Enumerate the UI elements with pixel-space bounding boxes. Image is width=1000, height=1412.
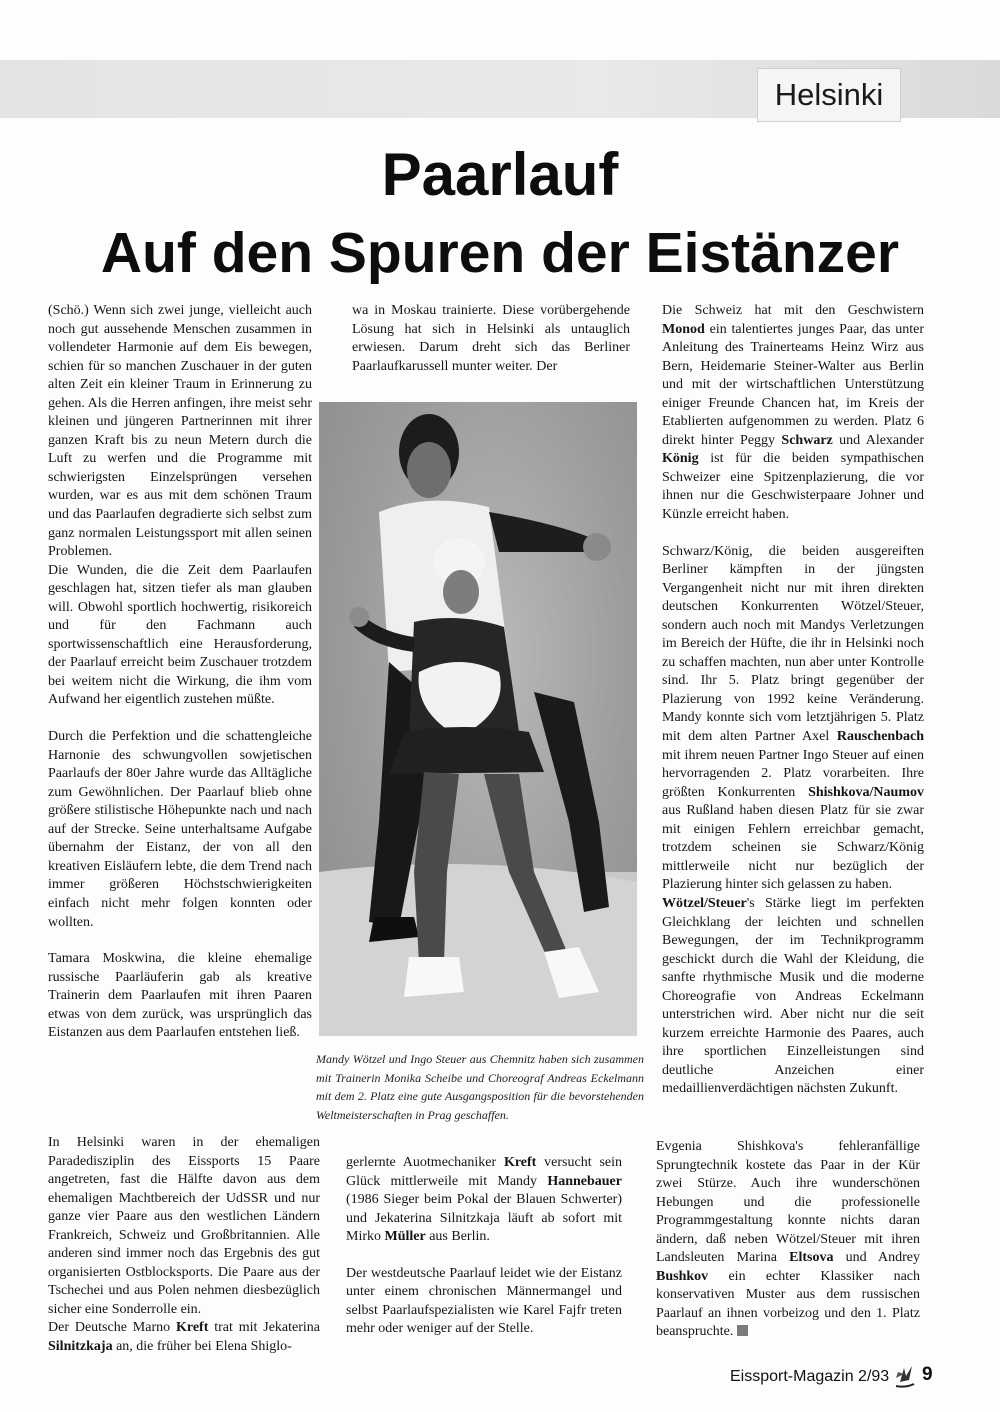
paragraph <box>662 895 924 1099</box>
name-bold: Wötzel/Steuer <box>662 895 747 911</box>
name-bold: Silnitzkaja <box>48 1339 113 1355</box>
text-run: (1986 Sieger beim Pokal der Blauen Schwerter) und Jekaterina Silnitzkaja läuft ab sofort mit Mirko <box>346 1192 622 1245</box>
name-bold: Rauschenbach <box>836 729 924 745</box>
name-bold: Müller <box>384 1229 426 1245</box>
paragraph <box>346 1154 622 1247</box>
magazine-issue: Eissport-Magazin 2/93 <box>730 1368 890 1385</box>
right-column <box>662 302 924 1117</box>
name-bold: Eltsova <box>789 1250 834 1266</box>
name-bold: Kreft <box>503 1155 537 1170</box>
article-photo <box>319 402 637 1036</box>
paragraph: (Schö.) Wenn sich zwei junge, vielleicht auch noch gut aussehende Menschen zusammen in vollendeter Harmonie auf dem Eis bewegen, schien für so manchen Zuschauer in der guten alten Zeit ein kleiner Traum in Erinnerung zu gehen. Als die Herren anfingen, ihre meist sehr kleinen und jüngeren Partnerinnen mit ihrer ganzen Kraft bis zu neun Metern durch die Luft zu werfen und die Programme mit schwierigsten Einzelsprüngen versehen wurden, war es aus mit dem schönen Traum und das Paarlaufen degradierte sich selbst zum ganz normalen Leistungssport mit allen seinen Problemen. <box>48 303 312 560</box>
middle-column-bottom <box>346 1154 622 1357</box>
paragraph <box>48 1319 320 1356</box>
left-column-bottom <box>48 1134 320 1357</box>
end-of-article-mark <box>737 1325 748 1336</box>
paragraph: In Helsinki waren in der ehemaligen Paradedisziplin des Eissports 15 Paare angetreten, fast die Hälfte davon aus dem ehemaligen Machtbereich der UdSSR und nur ganze vier Paare aus den westlichen Ländern Frankreich, Schweiz und Großbritannien. Alle anderen sind immer noch das Ergebnis des gut organisierten Ostblocksports. Die Paare aus der Tschechei und aus Polen nehmen diesbezüglich sicher eine Sonderrolle ein. <box>48 1135 320 1317</box>
text-run: ein echter Klassiker nach konservativen Muster aus dem russischen Paarlauf an ihnen vorbeizog und den 1. Platz beanspruchte. <box>656 1268 920 1340</box>
paragraph <box>656 1138 920 1342</box>
text-run: Schwarz/König, die beiden ausgereiften Berliner kämpften in der jüngsten Vergangenheit nicht nur mit ihren direkten deutschen Konkurrenten Wötzel/Steuer, sondern auch noch mit Mandys Verletzungen im Bereich der Hüfte, die ihr in Helsinki noch zu schaffen machten, nun aber unter Kontrolle sind. Ihr 5. Platz bringt gegenüber der Plazierung von 1992 keine Veränderung. Mandy konnte sich vom letztjährigen 5. Platz mit dem alten Partner Axel <box>662 543 924 745</box>
paragraph: Durch die Perfektion und die schattengleiche Harnonie des schwungvollen sowjetischen Paarlaufs der 80er Jahre wurde das Alltägliche zum Gewöhnlichen. Der Paarlauf blieb ohne größere stilistische Höhepunkte nach und nach auf der Strecke. Seine unterhaltsame Aufgabe übernahm der Eistanz, der von all den kreativen Eisläufern lebte, die dem Trend nach immer größeren Höchstschwierigkeiten einfach nicht mehr folgen konnten oder wollten. <box>48 729 312 930</box>
paragraph <box>662 302 924 525</box>
middle-column-top <box>352 302 630 394</box>
text-run: an, die früher bei Elena Shiglo- <box>112 1339 292 1355</box>
text-run: Der Deutsche Marno <box>48 1320 176 1336</box>
text-run: versucht sein Glück mittlerweile mit Mandy <box>346 1155 622 1189</box>
text-run: mit ihrem neuen Partner Ingo Steuer auf einen hervorragenden 2. Platz vorarbeiten. Ihre größten Konkurrenten <box>662 747 924 800</box>
page-number: 9 <box>922 1364 933 1385</box>
paragraph: Der westdeutsche Paarlauf leidet wie der Eistanz unter einem chronischen Männermangel und selbst Paarlaufspezialisten wie Karel Fajfr treten mehr oder weniger auf der Stelle. <box>346 1265 622 1337</box>
paragraph: wa in Moskau trainierte. Diese vorübergehende Lösung hat sich in Helsinki als untauglich erwiesen. Darum dreht sich das Berliner Paarlaufkarussell munter weiter. Der <box>352 303 630 374</box>
section-label: Helsinki <box>757 68 901 122</box>
name-bold: Bushkov <box>656 1268 709 1284</box>
article-title: Paarlauf <box>381 141 619 208</box>
left-column <box>48 302 312 1061</box>
text-run: und Alexander <box>832 432 925 448</box>
text-run: aus Berlin. <box>425 1229 490 1245</box>
name-bold: König <box>662 451 699 467</box>
paragraph: Tamara Moskwina, die kleine ehemalige russische Paarläuferin gab als kreative Trainerin dem Paarlaufen mit ihren Paaren etwas von dem zurück, was ursprünglich das Eistanzen aus dem Paarlaufen entstehen ließ. <box>48 951 312 1041</box>
text-run: gerlernte Auotmechaniker <box>346 1155 504 1170</box>
text-run: und Andrey <box>833 1250 920 1266</box>
text-run: Evgenia Shishkova's fehleranfällige Sprungtechnik kostete das Paar in der Kür zwei Stürze. Auch ihre wunderschönen Hebungen und die professionelle Programmgestaltung konnte nichts daran ändern, daß neben Wötzel/Steuer mit ihren Landsleuten Marina <box>656 1139 920 1266</box>
name-bold: Monod <box>662 321 705 337</box>
name-bold: Kreft <box>175 1320 209 1336</box>
text-run: trat mit Jekaterina <box>208 1320 320 1336</box>
skater-logo-icon <box>892 1362 918 1390</box>
skating-pair-photo <box>319 402 637 1036</box>
name-bold: Hannebauer <box>547 1173 622 1189</box>
paragraph <box>662 543 924 895</box>
text-run: ein talentiertes junges Paar, das unter Anleitung des Trainerteams Heinz Wirz aus Bern, Heidemarie Steiner-Walter aus Berlin und mit der wirtschaftlichen Unterstützung einiger Freunde Chancen hat, im Kreis der Etablierten aufgenommen zu werden. Platz 6 direkt hinter Peggy <box>662 321 924 448</box>
name-bold: Shishkova/Naumov <box>808 784 924 800</box>
text-run: 's Stärke liegt im perfekten Gleichklang der leichten und schnellen Bewegungen, der im Technikprogramm geschickt durch die Wahl der Kleidung, die sanfte rhythmische Musik und die moderne Choreografie von Andreas Eckelmann unterstrichen wird. Aber nicht nur die seit kurzem erreichte Harmonie des Paares, auch ihre sportlichen Einzelleistungen sind deutliche Anzeichen einer medaillienverdächtigen nächsten Zukunft. <box>662 895 924 1097</box>
right-column-bottom <box>656 1138 920 1342</box>
paragraph: Die Wunden, die die Zeit dem Paarlaufen geschlagen hat, sitzen tiefer als man glauben will. Obwohl sportlich hochwertig, risikoreich und für den Fachmann auch sportwissenschaftlich eine Herausforderung, der Paarlauf erreicht beim Zuschauer trotzdem bei weitem nicht die Wirkung, die ihm vom Aufwand her eigentlich zustehen müßte. <box>48 562 312 708</box>
name-bold: Schwarz <box>781 432 833 448</box>
text-run: Die Schweiz hat mit den Geschwistern <box>662 303 924 318</box>
article-subtitle: Auf den Spuren der Eistänzer <box>100 221 900 285</box>
photo-caption: Mandy Wötzel und Ingo Steuer aus Chemnitz haben sich zusammen mit Trainerin Monika Scheibe und Choreograf Andreas Eckelmann mit dem 2. Platz eine gute Ausgangsposition für die bevorstehenden Weltmeisterschaften in Prag geschaffen. <box>316 1052 644 1122</box>
text-run: ist für die beiden sympathischen Schweizer eine Spitzenplazierung, die vor ihnen nur die Geschwisterpaare Johner und Künzle erreicht haben. <box>662 451 924 523</box>
text-run: aus Rußland haben diesen Platz für sie zwar mit einigen Fehlern erreichbar gemacht, trotzdem scheinen sie Schwarz/König mittlerweile nicht nur bezüglich der Plazierung hinter sich gelassen zu haben. <box>662 803 924 893</box>
